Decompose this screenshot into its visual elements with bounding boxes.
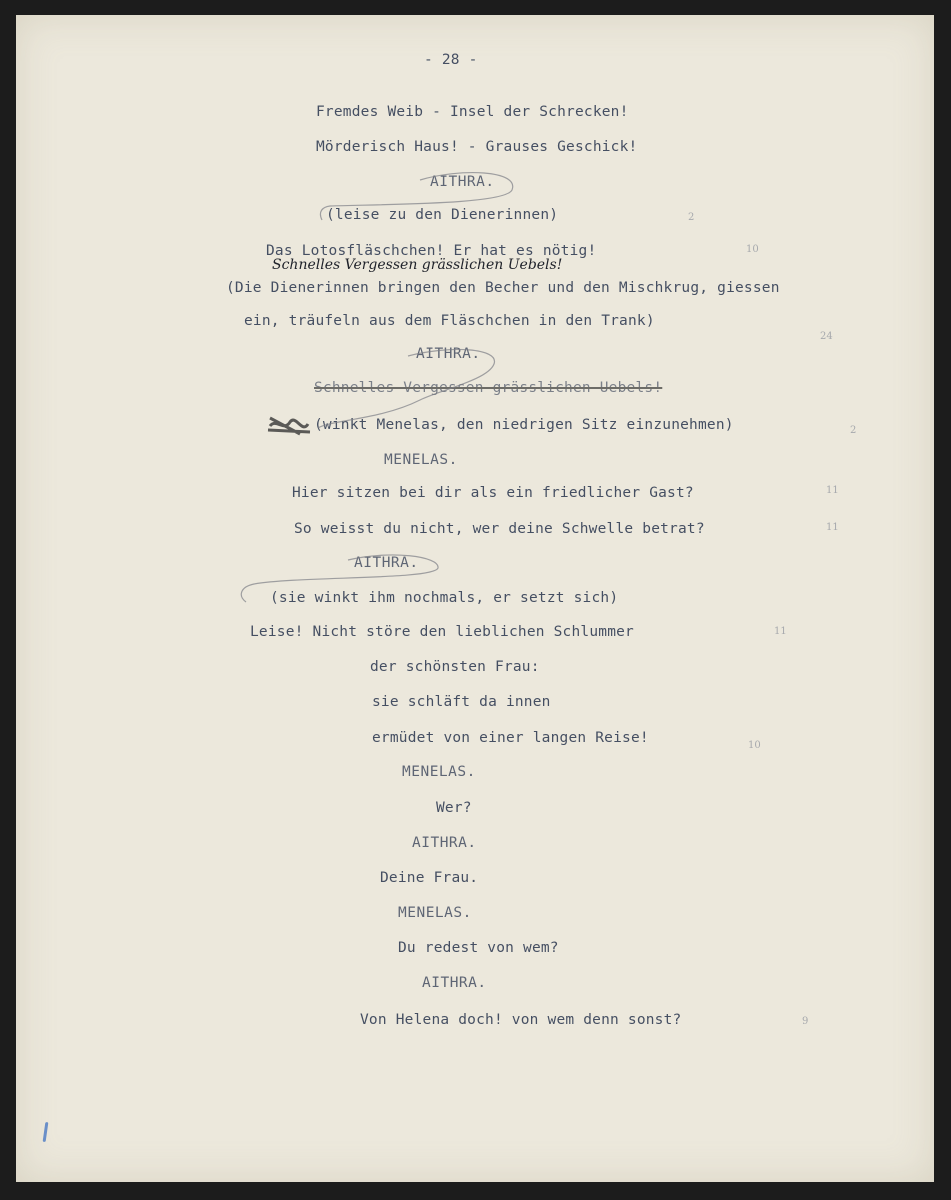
page-number: - 28 - [424, 52, 478, 68]
text-line: Deine Frau. [380, 870, 479, 886]
text-line: Wer? [436, 800, 472, 816]
text-line: Von Helena doch! von wem denn sonst? [360, 1012, 682, 1028]
stage-direction: (winkt Menelas, den niedrigen Sitz einzunehmen) [314, 417, 734, 433]
text-line: Mörderisch Haus! - Grauses Geschick! [316, 139, 638, 155]
margin-mark: 24 [820, 331, 833, 342]
speaker-name: AITHRA. [430, 174, 495, 190]
text-line: der schönsten Frau: [370, 659, 540, 675]
text-line: Du redest von wem? [398, 940, 559, 956]
handwritten-insertion: Schnelles Vergessen grässlichen Uebels! [272, 257, 563, 273]
struck-line: Schnelles Vergessen grässlichen Uebels! [314, 380, 663, 396]
stage-direction: (leise zu den Dienerinnen) [326, 207, 559, 223]
speaker-name: AITHRA. [412, 835, 477, 851]
margin-mark: 9 [802, 1016, 809, 1027]
margin-mark: 2 [688, 212, 695, 223]
speaker-name: MENELAS. [402, 764, 476, 780]
margin-mark: 10 [746, 244, 759, 255]
text-line: Das Lotosfläschchen! Er hat es nötig! [266, 243, 597, 259]
stage-direction: (sie winkt ihm nochmals, er setzt sich) [270, 590, 619, 606]
text-line: So weisst du nicht, wer deine Schwelle betrat? [294, 521, 705, 537]
margin-mark: 2 [850, 425, 857, 436]
text-line: sie schläft da innen [372, 694, 551, 710]
text-line: Leise! Nicht störe den lieblichen Schlummer [250, 624, 634, 640]
speaker-name: AITHRA. [416, 346, 481, 362]
margin-mark: 11 [826, 485, 839, 496]
stage-direction: ein, träufeln aus dem Fläschchen in den Trank) [244, 313, 655, 329]
speaker-name: MENELAS. [398, 905, 472, 921]
stage-direction: (Die Dienerinnen bringen den Becher und den Mischkrug, giessen [226, 280, 780, 296]
speaker-name: AITHRA. [422, 975, 487, 991]
margin-mark: 10 [748, 740, 761, 751]
speaker-name: MENELAS. [384, 452, 458, 468]
speaker-name: AITHRA. [354, 555, 419, 571]
margin-mark: 11 [826, 522, 839, 533]
text-line: Hier sitzen bei dir als ein friedlicher Gast? [292, 485, 694, 501]
text-line: ermüdet von einer langen Reise! [372, 730, 649, 746]
margin-mark: 11 [774, 626, 787, 637]
text-line: Fremdes Weib - Insel der Schrecken! [316, 104, 629, 120]
